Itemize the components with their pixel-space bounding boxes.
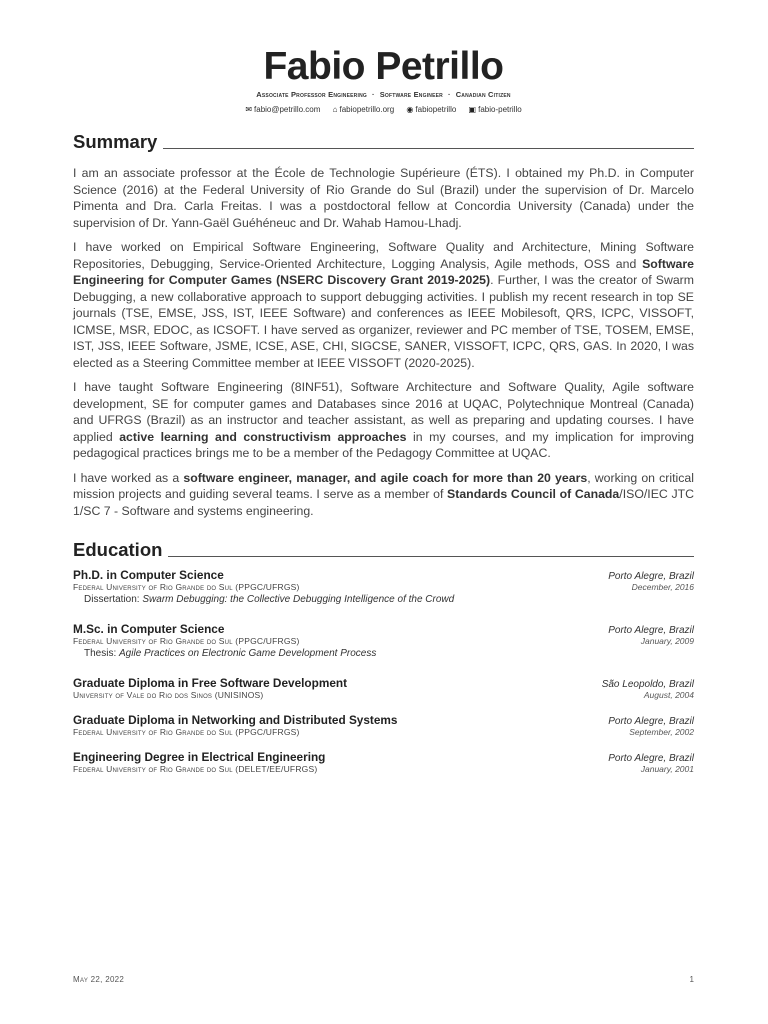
section-rule bbox=[163, 148, 694, 149]
location: São Leopoldo, Brazil bbox=[601, 679, 694, 690]
degree: Graduate Diploma in Free Software Development bbox=[73, 676, 348, 690]
text-run: in my courses, and my implication for improving pedagogical practices brings me to be a member of the Pedagogy Committee at UQAC. bbox=[73, 429, 694, 460]
bold-run: software engineer, manager, and agile coach for more than 20 years bbox=[183, 470, 588, 485]
education-entry bbox=[73, 713, 694, 737]
bold-run: Standards Council of Canada bbox=[447, 487, 620, 501]
location: Porto Alegre, Brazil bbox=[608, 625, 694, 636]
note-label: Thesis: bbox=[84, 648, 120, 659]
envelope-icon: ✉ bbox=[245, 105, 253, 114]
linkedin-link[interactable]: fabio-petrillo bbox=[478, 105, 522, 114]
position-1: Associate Professor Engineering bbox=[256, 90, 367, 99]
text-run: /ISO/IEC JTC 1/SC 7 - Software and systems engineering. bbox=[73, 487, 694, 518]
location: Porto Alegre, Brazil bbox=[608, 716, 694, 727]
text-run: I have worked on Empirical Software Engineering, Software Quality and Architecture, Mining Software Repositories, Debugging, Service-Oriented Architecture, Logging Analysis, Agile methods, OSS and bbox=[73, 240, 694, 271]
degree: M.Sc. in Computer Science bbox=[73, 622, 225, 636]
text-run: . Further, I was the creator of Swarm Debugging, a new collaborative approach to support debugging activities. I publish my recent research in top SE journals (TSE, EMSE, JSS, IST, IEEE Software) and conferences as IEEE Mobilesoft, QRS, ICPC, VISSOFT, ICMSE, MSR, EDOC, as ICSOFT. I have served as organizer, reviewer and PC member of TSE, TOSEM, EMSE, IST, JSS, IEEE Software, JSME, ICSE, ASE, CHI, SIGCSE, SANER, VISSOFT, ICPC, QRS, GAS. In 2020, I was elected as a Steering Committee member at IEEE VISSOFT (2020-2025). bbox=[73, 273, 695, 370]
date: December, 2016 bbox=[631, 582, 694, 592]
separator: · bbox=[372, 90, 375, 99]
summary-paragraph-4 bbox=[73, 470, 694, 520]
degree: Ph.D. in Computer Science bbox=[73, 568, 224, 582]
degree: Graduate Diploma in Networking and Distributed Systems bbox=[73, 713, 398, 727]
education-entry bbox=[73, 676, 694, 700]
note-title: Agile Practices on Electronic Game Development Process bbox=[119, 648, 377, 659]
education-entry bbox=[73, 750, 694, 774]
dissertation-note bbox=[73, 594, 694, 605]
institution: University of Vale do Rio dos Sinos (UNISINOS) bbox=[73, 690, 264, 700]
education-entry bbox=[73, 622, 694, 659]
page-number: 1 bbox=[689, 975, 694, 984]
text-run: I have taught Software Engineering (8INF51), Software Architecture and Software Quality, Agile software development, SE for computer games and Databases since 2016 at UQAC, Polytechnique Montreal (Canada) and UFRGS (Brazil) as an instructor and teacher assistant, as well as preparing and updating courses. I have applied bbox=[73, 380, 694, 444]
text-run: I have worked as a bbox=[73, 470, 184, 485]
github-link[interactable]: fabiopetrillo bbox=[415, 105, 457, 114]
email-link[interactable]: fabio@petrillo.com bbox=[254, 105, 321, 114]
institution: Federal University of Rio Grande do Sul (PPGC/UFRGS) bbox=[73, 727, 300, 737]
institution: Federal University of Rio Grande do Sul (PPGC/UFRGS) bbox=[73, 636, 300, 646]
bold-run: active learning and constructivism approaches bbox=[119, 429, 407, 444]
location: Porto Alegre, Brazil bbox=[608, 753, 694, 764]
section-rule bbox=[168, 556, 694, 557]
date: September, 2002 bbox=[629, 727, 694, 737]
summary-paragraph-2 bbox=[73, 239, 694, 371]
website-link[interactable]: fabiopetrillo.org bbox=[339, 105, 395, 114]
institution: Federal University of Rio Grande do Sul (DELET/EE/UFRGS) bbox=[73, 764, 318, 774]
position-3: Canadian Citizen bbox=[455, 90, 511, 99]
separator: · bbox=[447, 90, 451, 99]
contacts-line bbox=[73, 104, 694, 115]
home-icon: ⌂ bbox=[332, 105, 338, 114]
positions-line bbox=[73, 89, 694, 100]
note-label: Dissertation: bbox=[84, 594, 143, 605]
date: August, 2004 bbox=[643, 690, 694, 700]
note-title: Swarm Debugging: the Collective Debugging Intelligence of the Crowd bbox=[142, 594, 455, 605]
degree: Engineering Degree in Electrical Engineering bbox=[73, 750, 326, 764]
contact-linkedin[interactable] bbox=[469, 105, 522, 114]
institution: Federal University of Rio Grande do Sul (PPGC/UFRGS) bbox=[73, 582, 300, 592]
date: January, 2001 bbox=[640, 764, 694, 774]
education-header bbox=[73, 539, 694, 561]
date: January, 2009 bbox=[640, 636, 694, 646]
location: Porto Alegre, Brazil bbox=[608, 571, 694, 582]
github-icon: ◉ bbox=[406, 105, 414, 114]
resume-page bbox=[73, 44, 694, 774]
person-name: Fabio Petrillo bbox=[263, 45, 504, 88]
summary-header bbox=[73, 131, 694, 153]
education-title: Education bbox=[73, 539, 163, 560]
linkedin-icon: ▣ bbox=[468, 105, 477, 114]
summary-title: Summary bbox=[73, 131, 158, 152]
thesis-note bbox=[73, 648, 694, 659]
bold-run: Software Engineering for Computer Games (NSERC Discovery Grant 2019-2025) bbox=[73, 256, 694, 287]
contact-github[interactable] bbox=[406, 105, 456, 114]
summary-paragraph-1: I am an associate professor at the École de Technologie Supérieure (ÉTS). I obtained my Ph.D. in Computer Science (2016) at the Federal University of Rio Grande do Sul (Brazil) under the supervision of Dr. Marcelo Pimenta and Dra. Carla Freitas. I was a postdoctoral fellow at Concordia University (Canada) under the supervision of Dr. Yann-Gaël Guéhéneuc and Dr. Wahab Hamou-Lhadj. bbox=[73, 166, 694, 230]
text-run: , working on critical mission projects and guiding several teams. I serve as a member of bbox=[73, 470, 694, 501]
summary-paragraph-3 bbox=[73, 379, 694, 462]
page-footer bbox=[73, 975, 694, 984]
position-2: Software Engineer bbox=[379, 90, 443, 99]
contact-website[interactable] bbox=[333, 105, 395, 114]
education-entry bbox=[73, 568, 694, 605]
contact-email[interactable] bbox=[245, 105, 320, 114]
footer-date: May 22, 2022 bbox=[73, 975, 125, 984]
